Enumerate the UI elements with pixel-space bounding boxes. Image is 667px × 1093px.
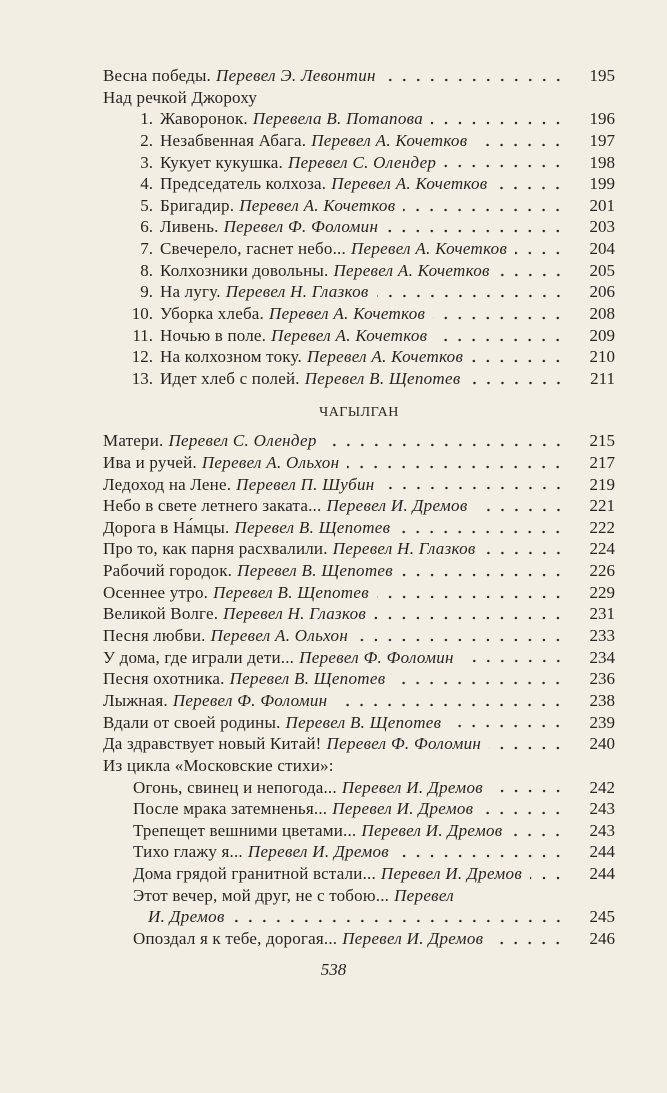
entry-translator: Перевел Ф. Фоломин <box>223 217 379 237</box>
toc-entry <box>103 712 615 734</box>
entry-translator: Перевел П. Шубин <box>236 474 375 494</box>
entry-title: Жаворонок. <box>160 109 248 129</box>
entry-translator: Перевел И. Дремов <box>247 842 389 862</box>
entry-title: Вдали от своей родины. <box>103 712 281 732</box>
toc-entry <box>103 885 615 907</box>
entry-translator: Перевел Н. Глазков <box>332 539 476 559</box>
entry-title: Лыжная. <box>103 690 168 710</box>
toc-entry <box>103 798 615 820</box>
entry-page: 226 <box>589 561 615 581</box>
entry-title: Дорога в На́мцы. <box>103 517 230 537</box>
entry-title: У дома, где играли дети... <box>103 647 295 667</box>
dot-leader <box>498 273 565 277</box>
entry-number: 9. <box>140 282 153 302</box>
entry-page: 198 <box>589 152 615 172</box>
entry-page: 209 <box>589 325 615 345</box>
entry-page: 238 <box>589 690 615 710</box>
entry-translator: Перевел И. Дремов <box>326 496 468 516</box>
entry-page: 231 <box>589 604 615 624</box>
entry-title: Небо в свете летнего заката... <box>103 496 322 516</box>
toc-entry <box>103 368 615 390</box>
toc-entry <box>103 108 615 130</box>
entry-translator: Перевел В. Щепотев <box>237 561 393 581</box>
entry-title: Огонь, свинец и непогода... <box>133 777 337 797</box>
toc-entry <box>103 65 615 87</box>
entry-translator: Перевел И. Дремов <box>332 799 474 819</box>
entry-number: 5. <box>140 195 153 215</box>
entry-page: 244 <box>589 842 615 862</box>
toc-section-chagylgan <box>103 430 615 949</box>
dot-leader <box>471 359 565 363</box>
dot-leader <box>491 789 565 793</box>
entry-page: 229 <box>589 582 615 602</box>
entry-translator: Перевел А. Кочетков <box>350 239 508 259</box>
entry-title: Да здравствует новый Китай! <box>103 734 322 754</box>
entry-title: На лугу. <box>160 282 221 302</box>
entry-title: Этот вечер, мой друг, не с тобою... <box>133 885 390 905</box>
entry-translator: Перевел С. Олендер <box>288 152 437 172</box>
entry-translator: Перевел Ф. Фоломин <box>299 647 454 667</box>
dot-leader <box>449 724 565 728</box>
entry-page: 221 <box>589 496 615 516</box>
entry-page: 208 <box>589 304 615 324</box>
toc-entry <box>103 260 615 282</box>
entry-page: 211 <box>590 368 615 388</box>
page-number: 538 <box>320 960 347 979</box>
entry-translator: Перевел А. Кочетков <box>331 174 488 194</box>
entry-title: Колхозники довольны. <box>160 260 329 280</box>
toc-entry <box>103 777 615 799</box>
entry-title: Про то, как парня расхвалили. <box>103 539 328 559</box>
entry-translator: Перевел А. Ольхон <box>210 626 349 646</box>
toc-entry <box>103 303 615 325</box>
entry-title: На колхозном току. <box>160 347 302 367</box>
entry-title: Свечерело, гаснет небо... <box>160 239 346 259</box>
entry-title: Председатель колхоза. <box>160 174 327 194</box>
entry-number: 13. <box>131 368 153 388</box>
entry-translator: Перевел И. Дремов <box>341 777 483 797</box>
dot-leader <box>530 876 565 880</box>
entry-page: 244 <box>589 864 615 884</box>
dot-leader <box>510 833 565 837</box>
entry-title: Незабвенная Абага. <box>160 130 307 150</box>
toc-entry <box>103 841 615 863</box>
entry-translator: Перевел И. Дремов <box>342 928 484 948</box>
entry-page: 199 <box>589 174 615 194</box>
section-heading: ЧАГЫЛГАН <box>319 404 399 420</box>
dot-leader <box>475 143 565 147</box>
dot-leader <box>476 508 565 512</box>
entry-translator: Перевел А. Кочетков <box>269 304 426 324</box>
dot-leader <box>393 681 565 685</box>
entry-translator-continued: И. Дремов <box>148 907 225 927</box>
dot-leader <box>398 530 565 534</box>
entry-translator: Перевел А. Кочетков <box>239 195 396 215</box>
toc-entry <box>103 281 615 303</box>
toc-entry <box>103 452 615 474</box>
entry-title: Из цикла «Московские стихи»: <box>103 755 334 775</box>
entry-translator: Перевел В. Щепотев <box>229 669 386 689</box>
toc-entry <box>103 87 615 109</box>
dot-leader <box>431 121 565 125</box>
entry-translator: Перевел И. Дремов <box>380 864 522 884</box>
entry-translator: Перевел В. Щепотев <box>234 517 391 537</box>
entry-number: 10. <box>131 304 153 324</box>
toc-entry <box>103 430 615 452</box>
entry-title: Матери. <box>103 431 164 451</box>
entry-number: 4. <box>140 174 153 194</box>
toc-entry <box>103 216 615 238</box>
dot-leader <box>495 186 565 190</box>
entry-page: 205 <box>589 260 615 280</box>
entry-translator: Перевел В. Щепотев <box>213 582 369 602</box>
toc-entry <box>103 173 615 195</box>
toc-section-1 <box>103 65 615 390</box>
entry-number: 8. <box>140 260 153 280</box>
entry-translator: Перевел С. Олендер <box>168 431 317 451</box>
entry-page: 243 <box>589 820 615 840</box>
entry-page: 234 <box>589 647 615 667</box>
entry-translator: Перевел А. Ольхон <box>201 452 340 472</box>
toc-entry <box>103 538 615 560</box>
toc-entry <box>103 130 615 152</box>
entry-number: 6. <box>140 217 153 237</box>
dot-leader <box>374 616 565 620</box>
entry-title: Идет хлеб с полей. <box>160 368 300 388</box>
toc-entry-continuation <box>103 906 615 928</box>
entry-page: 210 <box>589 347 615 367</box>
entry-title: Ледоход на Лене. <box>103 474 232 494</box>
toc-entry <box>103 733 615 755</box>
entry-number: 12. <box>131 347 153 367</box>
entry-page: 243 <box>589 799 615 819</box>
entry-page: 215 <box>589 431 615 451</box>
dot-leader <box>335 703 565 707</box>
entry-page: 217 <box>589 452 615 472</box>
entry-page: 196 <box>589 109 615 129</box>
toc-entry <box>103 625 615 647</box>
dot-leader <box>462 659 565 663</box>
toc-entry <box>103 928 615 950</box>
entry-translator: Перевел И. Дремов <box>361 820 503 840</box>
entry-page: 239 <box>589 712 615 732</box>
entry-translator: Перевел <box>394 885 454 905</box>
toc-entry <box>103 668 615 690</box>
entry-title: Весна победы. <box>103 66 212 85</box>
entry-title: Великой Волге. <box>103 604 219 624</box>
entry-translator: Перевел А. Кочетков <box>333 260 490 280</box>
dot-leader <box>397 854 565 858</box>
entry-page: 233 <box>589 626 615 646</box>
entry-title: Дома грядой гранитной встали... <box>133 864 376 884</box>
toc-entry <box>103 195 615 217</box>
dot-leader <box>435 338 565 342</box>
entry-translator: Перевел В. Щепотев <box>304 368 461 388</box>
entry-number: 1. <box>140 109 153 129</box>
dot-leader <box>469 381 565 385</box>
dot-leader <box>491 941 565 945</box>
toc-entry <box>103 560 615 582</box>
dot-leader <box>383 486 565 490</box>
toc-entry <box>103 582 615 604</box>
entry-translator: Перевел Ф. Фоломин <box>172 690 328 710</box>
toc-entry <box>103 474 615 496</box>
entry-translator: Перевел В. Щепотев <box>285 712 442 732</box>
dot-leader <box>377 595 565 599</box>
entry-page: 197 <box>589 130 615 150</box>
entry-number: 11. <box>132 325 153 345</box>
entry-title: Ночью в поле. <box>160 325 267 345</box>
dot-leader <box>481 811 565 815</box>
entry-title: Опоздал я к тебе, дорогая... <box>133 928 338 948</box>
toc-entry <box>103 517 615 539</box>
entry-translator: Перевел Ф. Фоломин <box>326 734 482 754</box>
dot-leader <box>356 638 565 642</box>
entry-title: Ливень. <box>160 217 219 237</box>
dot-leader <box>433 316 565 320</box>
entry-page: 195 <box>589 66 615 85</box>
dot-leader <box>233 919 565 923</box>
entry-translator: Перевел Н. Глазков <box>225 282 369 302</box>
entry-title: Песня любви. <box>103 626 206 646</box>
entry-title: Рабочий городок. <box>103 561 233 581</box>
entry-title: Над речкой Джороху <box>103 87 258 107</box>
entry-page: 201 <box>589 195 615 215</box>
toc-entry <box>103 495 615 517</box>
dot-leader <box>444 164 565 168</box>
toc-entry <box>103 238 615 260</box>
entry-page: 246 <box>589 928 615 948</box>
entry-translator: Перевел А. Кочетков <box>306 347 464 367</box>
entry-page: 236 <box>589 669 615 689</box>
entry-title: Кукует кукушка. <box>160 152 284 172</box>
dot-leader <box>484 551 565 555</box>
entry-page: 206 <box>589 282 615 302</box>
toc-entry <box>103 690 615 712</box>
entry-page: 240 <box>589 734 615 754</box>
dot-leader <box>515 251 565 255</box>
toc-entry <box>103 647 615 669</box>
entry-title: Тихо глажу я... <box>133 842 243 862</box>
entry-translator: Перевел Э. Левонтин <box>216 66 376 85</box>
entry-title: Уборка хлеба. <box>160 304 264 324</box>
dot-leader <box>403 208 565 212</box>
entry-title: Осеннее утро. <box>103 582 209 602</box>
toc-entry <box>103 152 615 174</box>
entry-page: 203 <box>589 217 615 237</box>
toc-entry <box>103 325 615 347</box>
entry-page: 224 <box>589 539 615 559</box>
entry-page: 245 <box>589 907 615 927</box>
entry-page: 242 <box>589 777 615 797</box>
entry-title: Бригадир. <box>160 195 235 215</box>
entry-translator: Перевел А. Кочетков <box>311 130 468 150</box>
entry-page: 222 <box>589 517 615 537</box>
entry-translator: Перевел А. Кочетков <box>271 325 428 345</box>
dot-leader <box>347 465 565 469</box>
entry-number: 7. <box>140 239 153 259</box>
dot-leader <box>386 229 565 233</box>
entry-translator: Перевела В. Потапова <box>252 109 424 129</box>
entry-number: 2. <box>140 130 153 150</box>
dot-leader <box>489 746 565 750</box>
dot-leader <box>384 78 565 82</box>
entry-page: 204 <box>589 239 615 259</box>
dot-leader <box>377 294 565 298</box>
entry-title: После мрака затемненья... <box>133 799 328 819</box>
entry-title: Трепещет вешними цветами... <box>133 820 357 840</box>
entry-title: Ива и ручей. <box>103 452 197 472</box>
table-of-contents <box>103 65 615 950</box>
entry-title: Песня охотника. <box>103 669 225 689</box>
dot-leader <box>401 573 565 577</box>
entry-page: 219 <box>589 474 615 494</box>
entry-number: 3. <box>140 152 153 172</box>
toc-entry <box>103 820 615 842</box>
toc-entry <box>103 603 615 625</box>
toc-entry <box>103 863 615 885</box>
entry-translator: Перевел Н. Глазков <box>223 604 367 624</box>
dot-leader <box>325 443 565 447</box>
toc-entry <box>103 346 615 368</box>
toc-entry <box>103 755 615 777</box>
